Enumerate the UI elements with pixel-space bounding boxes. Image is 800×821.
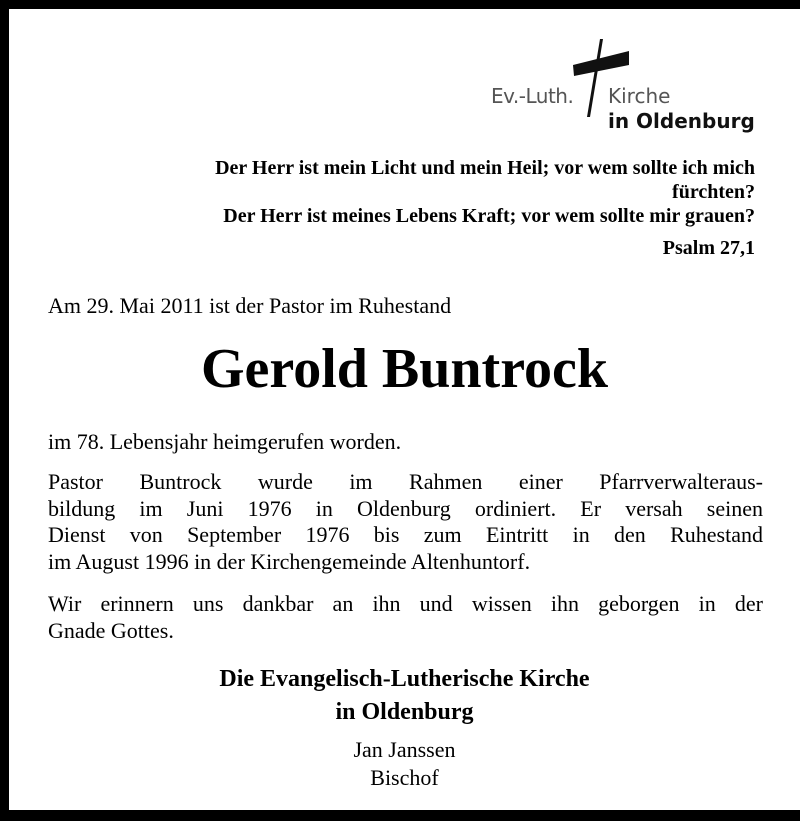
verse-source: Psalm 27,1 (662, 237, 755, 259)
bible-verse (35, 156, 755, 228)
verse-line: fürchten? (672, 181, 755, 203)
logo-text-kirche: Kirche (608, 84, 671, 108)
signer-name: Jan Janssen (353, 737, 456, 762)
org-line: in Oldenburg (335, 699, 474, 725)
verse-line: Der Herr ist mein Licht und mein Heil; vor wem sollte ich mich (215, 157, 755, 179)
church-logo (483, 39, 763, 139)
signature-person (9, 736, 800, 792)
age-line: im 78. Lebensjahr heimgerufen worden. (48, 429, 402, 454)
bio-line: Pastor Buntrock wurde im Rahmen einer Pfarrverwalteraus- (48, 469, 763, 494)
bio-line: Dienst von September 1976 bis zum Eintritt in den Ruhestand (48, 522, 763, 547)
closing-line: Wir erinnern uns dankbar an ihn und wissen ihn geborgen in der (48, 591, 763, 616)
deceased-name: Gerold Buntrock (200, 338, 609, 400)
biography (48, 469, 763, 575)
bio-line: im August 1996 in der Kirchengemeinde Altenhuntorf. (48, 548, 531, 574)
obituary-notice (9, 9, 800, 810)
verse-line: Der Herr ist meines Lebens Kraft; vor wem sollte mir grauen? (223, 205, 755, 227)
logo-text-oldenburg: in Oldenburg (608, 109, 755, 133)
bio-line: bildung im Juni 1976 in Oldenburg ordiniert. Er versah seinen (48, 495, 763, 521)
closing-line: Gnade Gottes. (48, 617, 174, 643)
logo-text-left: Ev.-Luth. (491, 84, 574, 108)
signer-title: Bischof (370, 765, 439, 790)
signature-organization (9, 663, 800, 729)
closing-text (48, 591, 763, 644)
org-line: Die Evangelisch-Lutherische Kirche (219, 666, 590, 692)
intro-text: Am 29. Mai 2011 ist der Pastor im Ruhestand (48, 293, 452, 318)
